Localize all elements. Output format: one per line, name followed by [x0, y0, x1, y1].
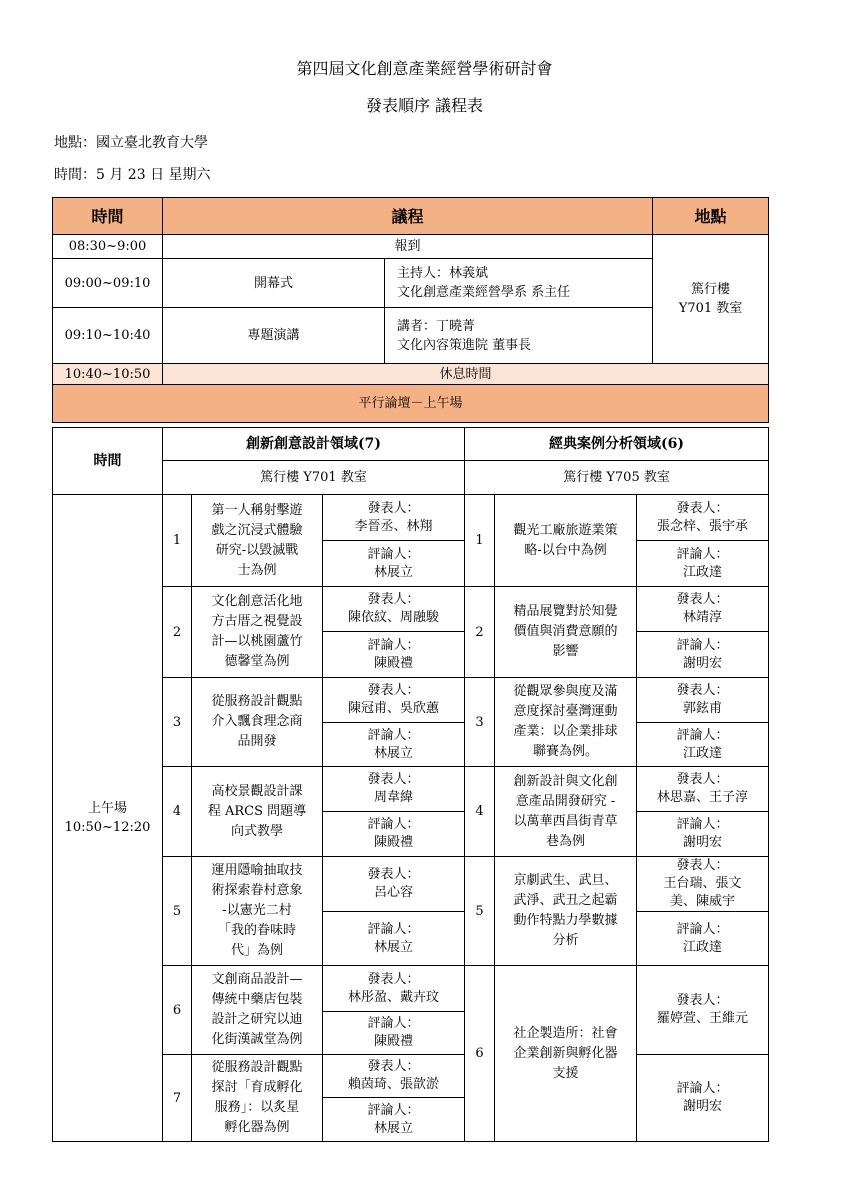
right-presenter-cell — [637, 587, 769, 632]
left-reviewer-cell — [323, 632, 465, 678]
presenter-names: 賴茵琦、張歆淤 — [348, 1077, 440, 1092]
right-paper-number: 5 — [465, 857, 495, 966]
paper-title-line: 德馨堂為例 — [224, 654, 290, 669]
right-paper-number: 1 — [465, 495, 495, 587]
paper-title-line: 分析 — [552, 933, 579, 948]
session-time-cell — [53, 495, 163, 1142]
presenter-label: 發表人： — [676, 858, 729, 873]
paper-title-line: 京劇武生、武旦、 — [513, 873, 618, 888]
right-reviewer-cell — [637, 723, 769, 767]
reviewer-label: 評論人： — [367, 921, 420, 937]
presenter-names: 王台瑞、張文 — [663, 876, 742, 891]
paper-title-line: 計—以桃園蘆竹 — [211, 634, 303, 649]
left-reviewer-cell — [323, 1098, 465, 1142]
right-presenter-cell — [637, 678, 769, 723]
reviewer-name: 江政達 — [683, 939, 723, 955]
paper-title-line: 化街漢誠堂為例 — [211, 1032, 303, 1047]
location-building: 篤行樓 — [691, 282, 731, 297]
left-paper-title — [192, 678, 323, 767]
paper-title-line: 價值與消費意願的 — [513, 624, 618, 639]
paper-title-line: 傳統中藥店包裝 — [211, 992, 303, 1007]
right-presenter-cell — [637, 966, 769, 1055]
right-paper-title — [495, 587, 637, 678]
right-reviewer-cell — [637, 1055, 769, 1142]
left-paper-title — [192, 1055, 323, 1142]
reviewer-name: 陳殿禮 — [374, 835, 414, 850]
presenter-names: 李晉丞、林翔 — [354, 518, 433, 534]
left-reviewer-cell — [323, 541, 465, 587]
presenter-label: 發表人： — [367, 867, 420, 882]
presenter-label: 發表人： — [676, 993, 729, 1008]
presenter-names: 郭鉉甫 — [683, 701, 723, 716]
reviewer-label: 評論人： — [676, 817, 729, 832]
left-paper-title — [192, 857, 323, 966]
reviewer-name: 林展立 — [374, 564, 414, 580]
paper-title-line: 聯賽為例。 — [533, 744, 599, 759]
document-subtitle: 發表順序 議程表 — [365, 96, 484, 115]
parallel-forum-title: 平行論壇－上午場 — [53, 385, 769, 423]
left-paper-number: 6 — [163, 966, 192, 1055]
right-paper-title — [495, 857, 637, 966]
right-presenter-cell — [637, 495, 769, 541]
left-paper-number: 1 — [163, 495, 192, 587]
agenda-item-cell: 專題演講 — [163, 308, 385, 364]
paper-title-line: -以憲光二村 — [222, 903, 292, 918]
session-label: 上午場 — [87, 801, 127, 816]
agenda-header-location: 地點 — [653, 198, 769, 235]
right-presenter-cell — [637, 857, 769, 912]
right-paper-title — [495, 495, 637, 587]
reviewer-label: 評論人： — [367, 637, 420, 653]
speaker-name: 講者：丁曉菁 — [397, 318, 476, 334]
right-paper-number: 6 — [465, 966, 495, 1142]
paper-title-line: 動作特點力學數據 — [513, 913, 618, 928]
right-paper-number: 4 — [465, 767, 495, 857]
paper-title-line: 程 ARCS 問題導 — [207, 803, 307, 819]
presenter-names: 美、陳威宇 — [670, 894, 736, 909]
right-reviewer-cell — [637, 541, 769, 587]
left-reviewer-cell — [323, 812, 465, 857]
left-paper-number: 7 — [163, 1055, 192, 1142]
reviewer-label: 評論人： — [367, 1016, 420, 1031]
right-paper-number: 3 — [465, 678, 495, 767]
left-paper-title — [192, 767, 323, 857]
reviewer-label: 評論人： — [367, 546, 420, 562]
agenda-table — [52, 197, 769, 423]
right-reviewer-cell — [637, 912, 769, 966]
paper-title-line: 術探索眷村意象 — [211, 883, 303, 898]
reviewer-label: 評論人： — [367, 817, 420, 832]
left-presenter-cell — [323, 857, 465, 912]
paper-title-line: 意產品開發研究 - — [515, 793, 616, 809]
agenda-location-cell — [653, 235, 769, 364]
left-paper-number: 5 — [163, 857, 192, 966]
paper-title-line: 高校景觀設計課 — [211, 783, 303, 799]
presenter-label: 發表人： — [367, 683, 420, 698]
reviewer-label: 評論人： — [676, 546, 729, 562]
left-presenter-cell — [323, 678, 465, 723]
location-room: Y701 教室 — [678, 301, 743, 316]
paper-title-line: 產業：以企業排球 — [513, 724, 618, 739]
presenter-names: 陳依紋、周融駿 — [348, 610, 440, 625]
left-track-title: 創新創意設計領域(7) — [163, 428, 465, 461]
right-presenter-cell — [637, 767, 769, 812]
left-paper-number: 4 — [163, 767, 192, 857]
right-track-title: 經典案例分析領域(6) — [465, 428, 769, 461]
agenda-speaker-cell — [385, 308, 653, 364]
left-presenter-cell — [323, 495, 465, 541]
paper-title-line: 戲之沉浸式體驗 — [211, 522, 303, 538]
paper-title-line: 支援 — [552, 1065, 579, 1081]
presenter-names: 周韋緯 — [374, 790, 414, 805]
presenter-names: 張念梓、張宇承 — [657, 518, 749, 534]
presenter-label: 發表人： — [676, 500, 729, 516]
agenda-time-cell: 08:30~9:00 — [53, 235, 163, 259]
paper-title-line: 略-以台中為例 — [524, 542, 607, 558]
agenda-item-cell: 報到 — [163, 235, 653, 259]
venue-text: 地點：國立臺北教育大學 — [54, 135, 208, 151]
paper-title-line: 介入飄食理念商 — [211, 714, 303, 729]
reviewer-label: 評論人： — [676, 637, 729, 653]
paper-title-line: 社企製造所：社會 — [513, 1025, 618, 1041]
reviewer-name: 陳殿禮 — [374, 1034, 414, 1049]
paper-title-line: 影響 — [552, 644, 579, 659]
reviewer-name: 林展立 — [374, 745, 414, 761]
paper-title-line: 孵化器為例 — [224, 1120, 290, 1135]
agenda-item-cell: 休息時間 — [163, 364, 769, 385]
left-paper-title — [192, 587, 323, 678]
presenter-names: 陳冠甫、吳欣蕙 — [348, 701, 440, 716]
left-presenter-cell — [323, 587, 465, 632]
right-paper-title — [495, 966, 637, 1142]
left-presenter-cell — [323, 1055, 465, 1098]
presenter-label: 發表人： — [367, 592, 420, 607]
paper-title-line: 向式教學 — [230, 823, 283, 839]
left-paper-number: 3 — [163, 678, 192, 767]
reviewer-label: 評論人： — [676, 921, 729, 937]
paper-title-line: 從服務設計觀點 — [211, 694, 303, 709]
right-paper-title — [495, 767, 637, 857]
document-title: 第四屆文化創意產業經營學術研討會 — [296, 59, 553, 78]
right-reviewer-cell — [637, 632, 769, 678]
presenter-label: 發表人： — [367, 500, 420, 516]
presenter-names: 羅婷萱、王維元 — [657, 1011, 749, 1026]
agenda-time-cell: 09:10~10:40 — [53, 308, 163, 364]
date-text: 時間：5 月 23 日 星期六 — [54, 167, 211, 183]
paper-title-line: 創新設計與文化創 — [513, 773, 618, 789]
agenda-header-program: 議程 — [163, 198, 653, 235]
paper-title-line: 文創商品設計— — [211, 972, 303, 987]
paper-title-line: 「我的眷味時 — [217, 923, 296, 938]
right-paper-title — [495, 678, 637, 767]
left-track-room: 篤行樓 Y701 教室 — [163, 461, 465, 495]
agenda-header-time: 時間 — [53, 198, 163, 235]
reviewer-name: 謝明宏 — [683, 1099, 723, 1114]
paper-title-line: 精品展覽對於知覺 — [513, 604, 618, 619]
session-time: 10:50~12:20 — [64, 820, 151, 835]
paper-title-line: 巷為例 — [546, 833, 586, 849]
agenda-time-cell: 10:40~10:50 — [53, 364, 163, 385]
reviewer-name: 林展立 — [374, 1120, 414, 1136]
left-paper-number: 2 — [163, 587, 192, 678]
speaker-title: 文化內容策進院 董事長 — [397, 337, 532, 353]
sessions-table — [52, 427, 769, 1142]
paper-title-line: 武淨、武丑之起霸 — [513, 893, 618, 908]
paper-title-line: 意度探討臺灣運動 — [513, 704, 618, 719]
paper-title-line: 以萬華西昌街青草 — [513, 813, 618, 829]
right-paper-number: 2 — [465, 587, 495, 678]
paper-title-line: 觀光工廠旅遊業策 — [513, 522, 618, 538]
presenter-names: 林彤盈、戴卉玟 — [348, 989, 440, 1005]
host-title: 文化創意產業經營學系 系主任 — [397, 285, 571, 300]
left-presenter-cell — [323, 966, 465, 1012]
agenda-item-cell: 開幕式 — [163, 259, 385, 308]
right-track-room: 篤行樓 Y705 教室 — [465, 461, 769, 495]
paper-title-line: 企業創新與孵化器 — [513, 1045, 618, 1061]
reviewer-label: 評論人： — [676, 727, 729, 743]
reviewer-name: 江政達 — [683, 564, 723, 580]
reviewer-name: 謝明宏 — [683, 655, 723, 671]
sessions-header-time: 時間 — [53, 428, 163, 495]
left-paper-title — [192, 495, 323, 587]
paper-title-line: 服務」：以炙星 — [214, 1100, 300, 1115]
reviewer-label: 評論人： — [367, 1102, 420, 1118]
presenter-names: 林思嘉、王子淳 — [657, 790, 749, 805]
right-reviewer-cell — [637, 812, 769, 857]
agenda-time-cell: 09:00~09:10 — [53, 259, 163, 308]
reviewer-name: 陳殿禮 — [374, 655, 414, 671]
reviewer-name: 林展立 — [374, 939, 414, 955]
reviewer-name: 江政達 — [683, 745, 723, 761]
host-name: 主持人：林義斌 — [397, 266, 489, 281]
paper-title-line: 文化創意活化地 — [211, 594, 303, 609]
left-presenter-cell — [323, 767, 465, 812]
left-reviewer-cell — [323, 723, 465, 767]
paper-title-line: 代」為例 — [230, 943, 283, 958]
paper-title-line: 第一人稱射擊遊 — [211, 502, 303, 518]
paper-title-line: 方古厝之視覺設 — [211, 614, 303, 629]
presenter-label: 發表人： — [367, 971, 420, 987]
paper-title-line: 士為例 — [237, 562, 277, 578]
presenter-label: 發表人： — [676, 592, 729, 607]
left-reviewer-cell — [323, 912, 465, 966]
presenter-label: 發表人： — [676, 772, 729, 787]
presenter-label: 發表人： — [367, 772, 420, 787]
presenter-names: 呂心容 — [374, 885, 414, 900]
presenter-label: 發表人： — [367, 1059, 420, 1074]
paper-title-line: 品開發 — [237, 734, 277, 749]
paper-title-line: 探討「育成孵化 — [211, 1080, 303, 1095]
paper-title-line: 設計之研究以迪 — [211, 1012, 303, 1027]
paper-title-line: 從服務設計觀點 — [211, 1060, 303, 1075]
left-reviewer-cell — [323, 1012, 465, 1055]
left-paper-title — [192, 966, 323, 1055]
paper-title-line: 研究-以毀滅戰 — [215, 542, 299, 558]
paper-title-line: 從觀眾參與度及滿 — [513, 684, 618, 699]
reviewer-name: 謝明宏 — [683, 835, 723, 850]
presenter-label: 發表人： — [676, 683, 729, 698]
reviewer-label: 評論人： — [676, 1081, 729, 1096]
paper-title-line: 運用隱喻抽取技 — [211, 863, 303, 878]
reviewer-label: 評論人： — [367, 727, 420, 743]
presenter-names: 林靖淳 — [683, 610, 723, 625]
agenda-host-cell — [385, 259, 653, 308]
